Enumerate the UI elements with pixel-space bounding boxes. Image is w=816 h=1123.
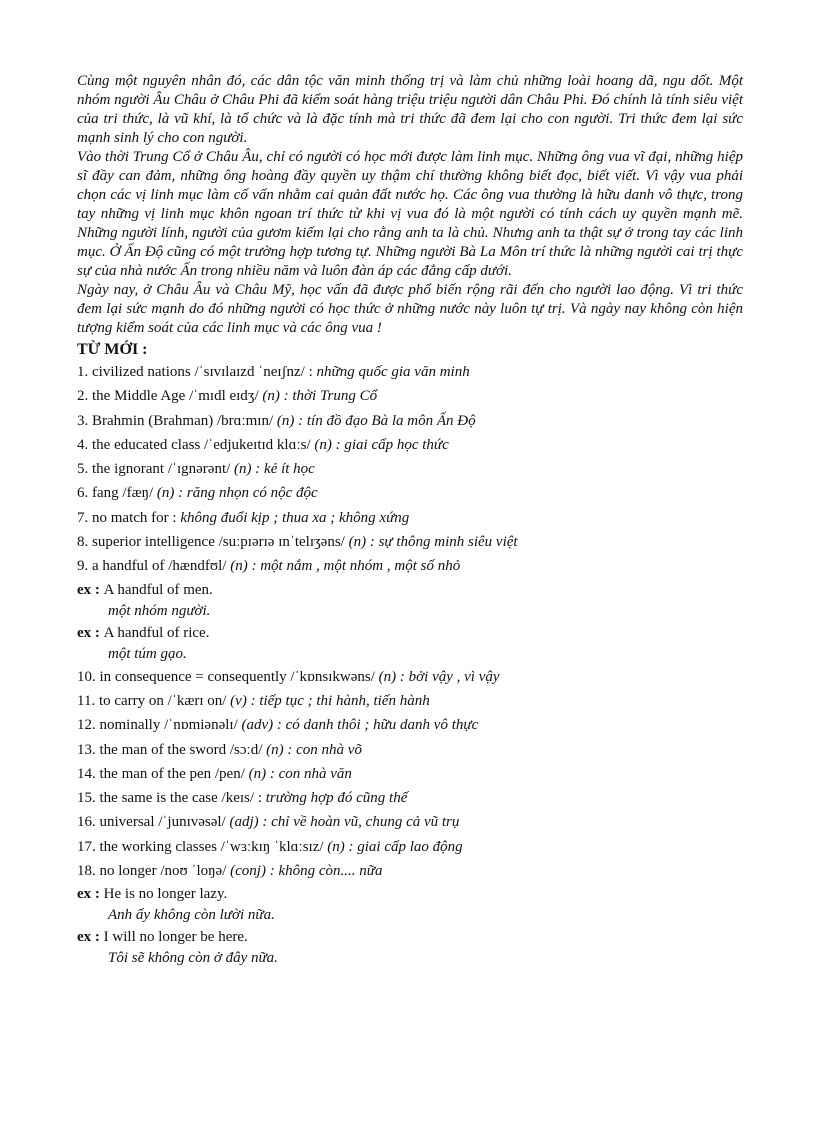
vocabulary-heading: TỪ MỚI : [77, 341, 148, 358]
vocabulary-meaning: (adj) : chỉ về hoàn vũ, chung cả vũ trụ [229, 814, 460, 831]
vocabulary-term: 3. Brahmin (Brahman) /brɑːmɪn/ [77, 412, 277, 429]
vocabulary-term: 5. the ignorant /ˈɪgnərənt/ [77, 461, 235, 478]
vocabulary-list-b [77, 665, 743, 884]
vocabulary-item [77, 738, 743, 762]
vocabulary-item [77, 384, 743, 408]
vocabulary-meaning: (n) : con nhà văn [248, 765, 352, 782]
vocabulary-term: 8. superior intelligence /suːpɪərɪə ɪnˈtelɪʒəns/ [77, 534, 349, 551]
vocabulary-meaning: (conj) : không còn.... nữa [230, 863, 383, 880]
vocabulary-list-a [77, 360, 743, 579]
vocabulary-meaning: không đuổi kịp ; thua xa ; không xứng [180, 509, 410, 526]
vocabulary-item [77, 665, 743, 689]
paragraph-1: Cùng một nguyên nhân đó, các dân tộc văn minh thống trị và làm chủ những loài hoang dã, ngu dốt. Một nhóm người Âu Châu ở Châu Phi đã kiểm soát hàng triệu triệu người dân Châu Phi. Đó chính là tính siêu việt của tri thức, là vũ khí, là tổ chức và là đặc tính mà tri thức đã đem lại cho con người. Tri thức đem lại sức mạnh sinh lý cho con người. [77, 73, 743, 146]
example-label: ex : [77, 886, 104, 903]
vocabulary-term: 15. the same is the case /keɪs/ : [77, 790, 266, 807]
vocabulary-item [77, 506, 743, 530]
vocabulary-meaning: (v) : tiếp tục ; thi hành, tiến hành [230, 692, 430, 709]
vocabulary-meaning: (n) : con nhà võ [266, 741, 362, 758]
examples-list-b [77, 884, 743, 969]
vocabulary-term: 1. civilized nations /ˈsɪvɪlaɪzd ˈneɪʃnz/ : [77, 364, 317, 380]
example-label: ex : [77, 929, 104, 946]
vocabulary-term: 10. in consequence = consequently /ˈkɒnsɪkwəns/ [77, 668, 379, 685]
vocabulary-item [77, 481, 743, 505]
vocabulary-term: 11. to carry on /ˈkærɪ on/ [77, 692, 231, 709]
example-sentence: A handful of rice. [103, 624, 210, 641]
vocabulary-item [77, 713, 743, 737]
vocabulary-item [77, 762, 743, 786]
vocabulary-term: 7. no match for : [77, 509, 181, 526]
vocabulary-item [77, 810, 743, 834]
vocabulary-item [77, 360, 743, 384]
example-item [77, 927, 743, 969]
examples-list-a [77, 580, 743, 665]
vocabulary-term: 4. the educated class /ˈedjukeɪtɪd klɑːs/ [77, 436, 315, 453]
vocabulary-meaning: (n) : sự thông minh siêu việt [348, 534, 518, 551]
vocabulary-meaning: (n) : giai cấp lao động [327, 838, 463, 855]
vocabulary-item [77, 835, 743, 859]
vocabulary-term: 18. no longer /noʊ ˈloŋə/ [77, 863, 231, 880]
vocabulary-term: 9. a handful of /hændfʊl/ [77, 558, 231, 575]
vocabulary-term: 6. fang /fæŋ/ [77, 485, 157, 502]
vocabulary-meaning: trường hợp đó cũng thế [265, 790, 408, 807]
example-sentence: He is no longer lazy. [103, 886, 228, 903]
vocabulary-item [77, 433, 743, 457]
vocabulary-item [77, 786, 743, 810]
example-translation: một túm gạo. [108, 645, 187, 662]
example-label: ex : [77, 581, 104, 598]
vocabulary-term: 13. the man of the sword /sɔːd/ [77, 741, 267, 758]
vocabulary-item [77, 689, 743, 713]
vocabulary-meaning: (n) : bởi vậy , vì vậy [378, 668, 500, 685]
example-sentence: I will no longer be here. [103, 929, 248, 946]
example-translation: một nhóm người. [108, 602, 211, 619]
vocabulary-meaning: (n) : răng nhọn có nộc độc [156, 485, 318, 502]
example-item [77, 580, 743, 622]
example-item [77, 884, 743, 926]
vocabulary-meaning: những quốc gia văn minh [316, 364, 470, 380]
vocabulary-meaning: (n) : giai cấp học thức [314, 436, 449, 453]
paragraph-3: Ngày nay, ở Châu Âu và Châu Mỹ, học vấn đã được phổ biến rộng rãi đến cho người lao động. Vì tri thức đem lại sức mạnh do đó những người có học thức ở những nước này luôn tự trị. Và ngày nay không còn hiện tượng kiểm soát của các linh mục và các ông vua ! [77, 282, 743, 336]
paragraph-2: Vào thời Trung Cổ ở Châu Âu, chỉ có người có học mới được làm linh mục. Những ông vua vĩ đại, những hiệp sĩ đầy can đảm, những ông hoàng đầy quyền uy thậm chí thường không biết đọc, biết viết. Vì vậy vua phải chọn các vị linh mục làm cố vấn nhằm cai quản đất nước họ. Các ông vua thường là hữu danh vô thực, trong tay những vị linh mục khôn ngoan trí thức từ khi vị vua đó là một người có tính cách uy quyền mạnh mẽ. Những người lính, người của gươm kiếm lại cho rằng anh ta là chủ. Nhưng anh ta thật sự ở trong tay các linh mục. Ở Ấn Độ cũng có một trường hợp tương tự. Những người Bà La Môn trí thức là những người cai trị thực sự của nhà nước Ấn trong nhiều năm và luôn đàn áp các đẳng cấp dưới. [77, 149, 743, 279]
example-translation: Tôi sẽ không còn ở đây nữa. [108, 950, 278, 967]
vocabulary-item [77, 554, 743, 578]
vocabulary-term: 12. nominally /ˈnɒmiənəlɪ/ [77, 717, 242, 734]
vocabulary-term: 2. the Middle Age /ˈmɪdl eɪdʒ/ [77, 388, 263, 405]
vocabulary-term: 14. the man of the pen /pen/ [77, 765, 249, 782]
example-label: ex : [77, 624, 104, 641]
example-translation: Anh ấy không còn lười nữa. [108, 907, 275, 924]
vocabulary-meaning: (n) : tín đồ đạo Bà la môn Ấn Độ [276, 412, 476, 429]
vocabulary-term: 16. universal /ˈjunɪvəsəl/ [77, 814, 230, 831]
example-item [77, 623, 743, 665]
vocabulary-item [77, 859, 743, 883]
vocabulary-meaning: (n) : thời Trung Cổ [262, 388, 378, 405]
vocabulary-item [77, 530, 743, 554]
document-page [77, 72, 743, 969]
vocabulary-term: 17. the working classes /ˈwɜːkɪŋ ˈklɑːsɪz/ [77, 838, 328, 855]
vocabulary-item [77, 409, 743, 433]
vocabulary-meaning: (adv) : có danh thôi ; hữu danh vô thực [241, 717, 479, 734]
vocabulary-meaning: (n) : kẻ ít học [234, 461, 315, 478]
example-sentence: A handful of men. [103, 581, 213, 598]
vocabulary-item [77, 457, 743, 481]
vocabulary-meaning: (n) : một nắm , một nhóm , một số nhỏ [230, 558, 461, 575]
